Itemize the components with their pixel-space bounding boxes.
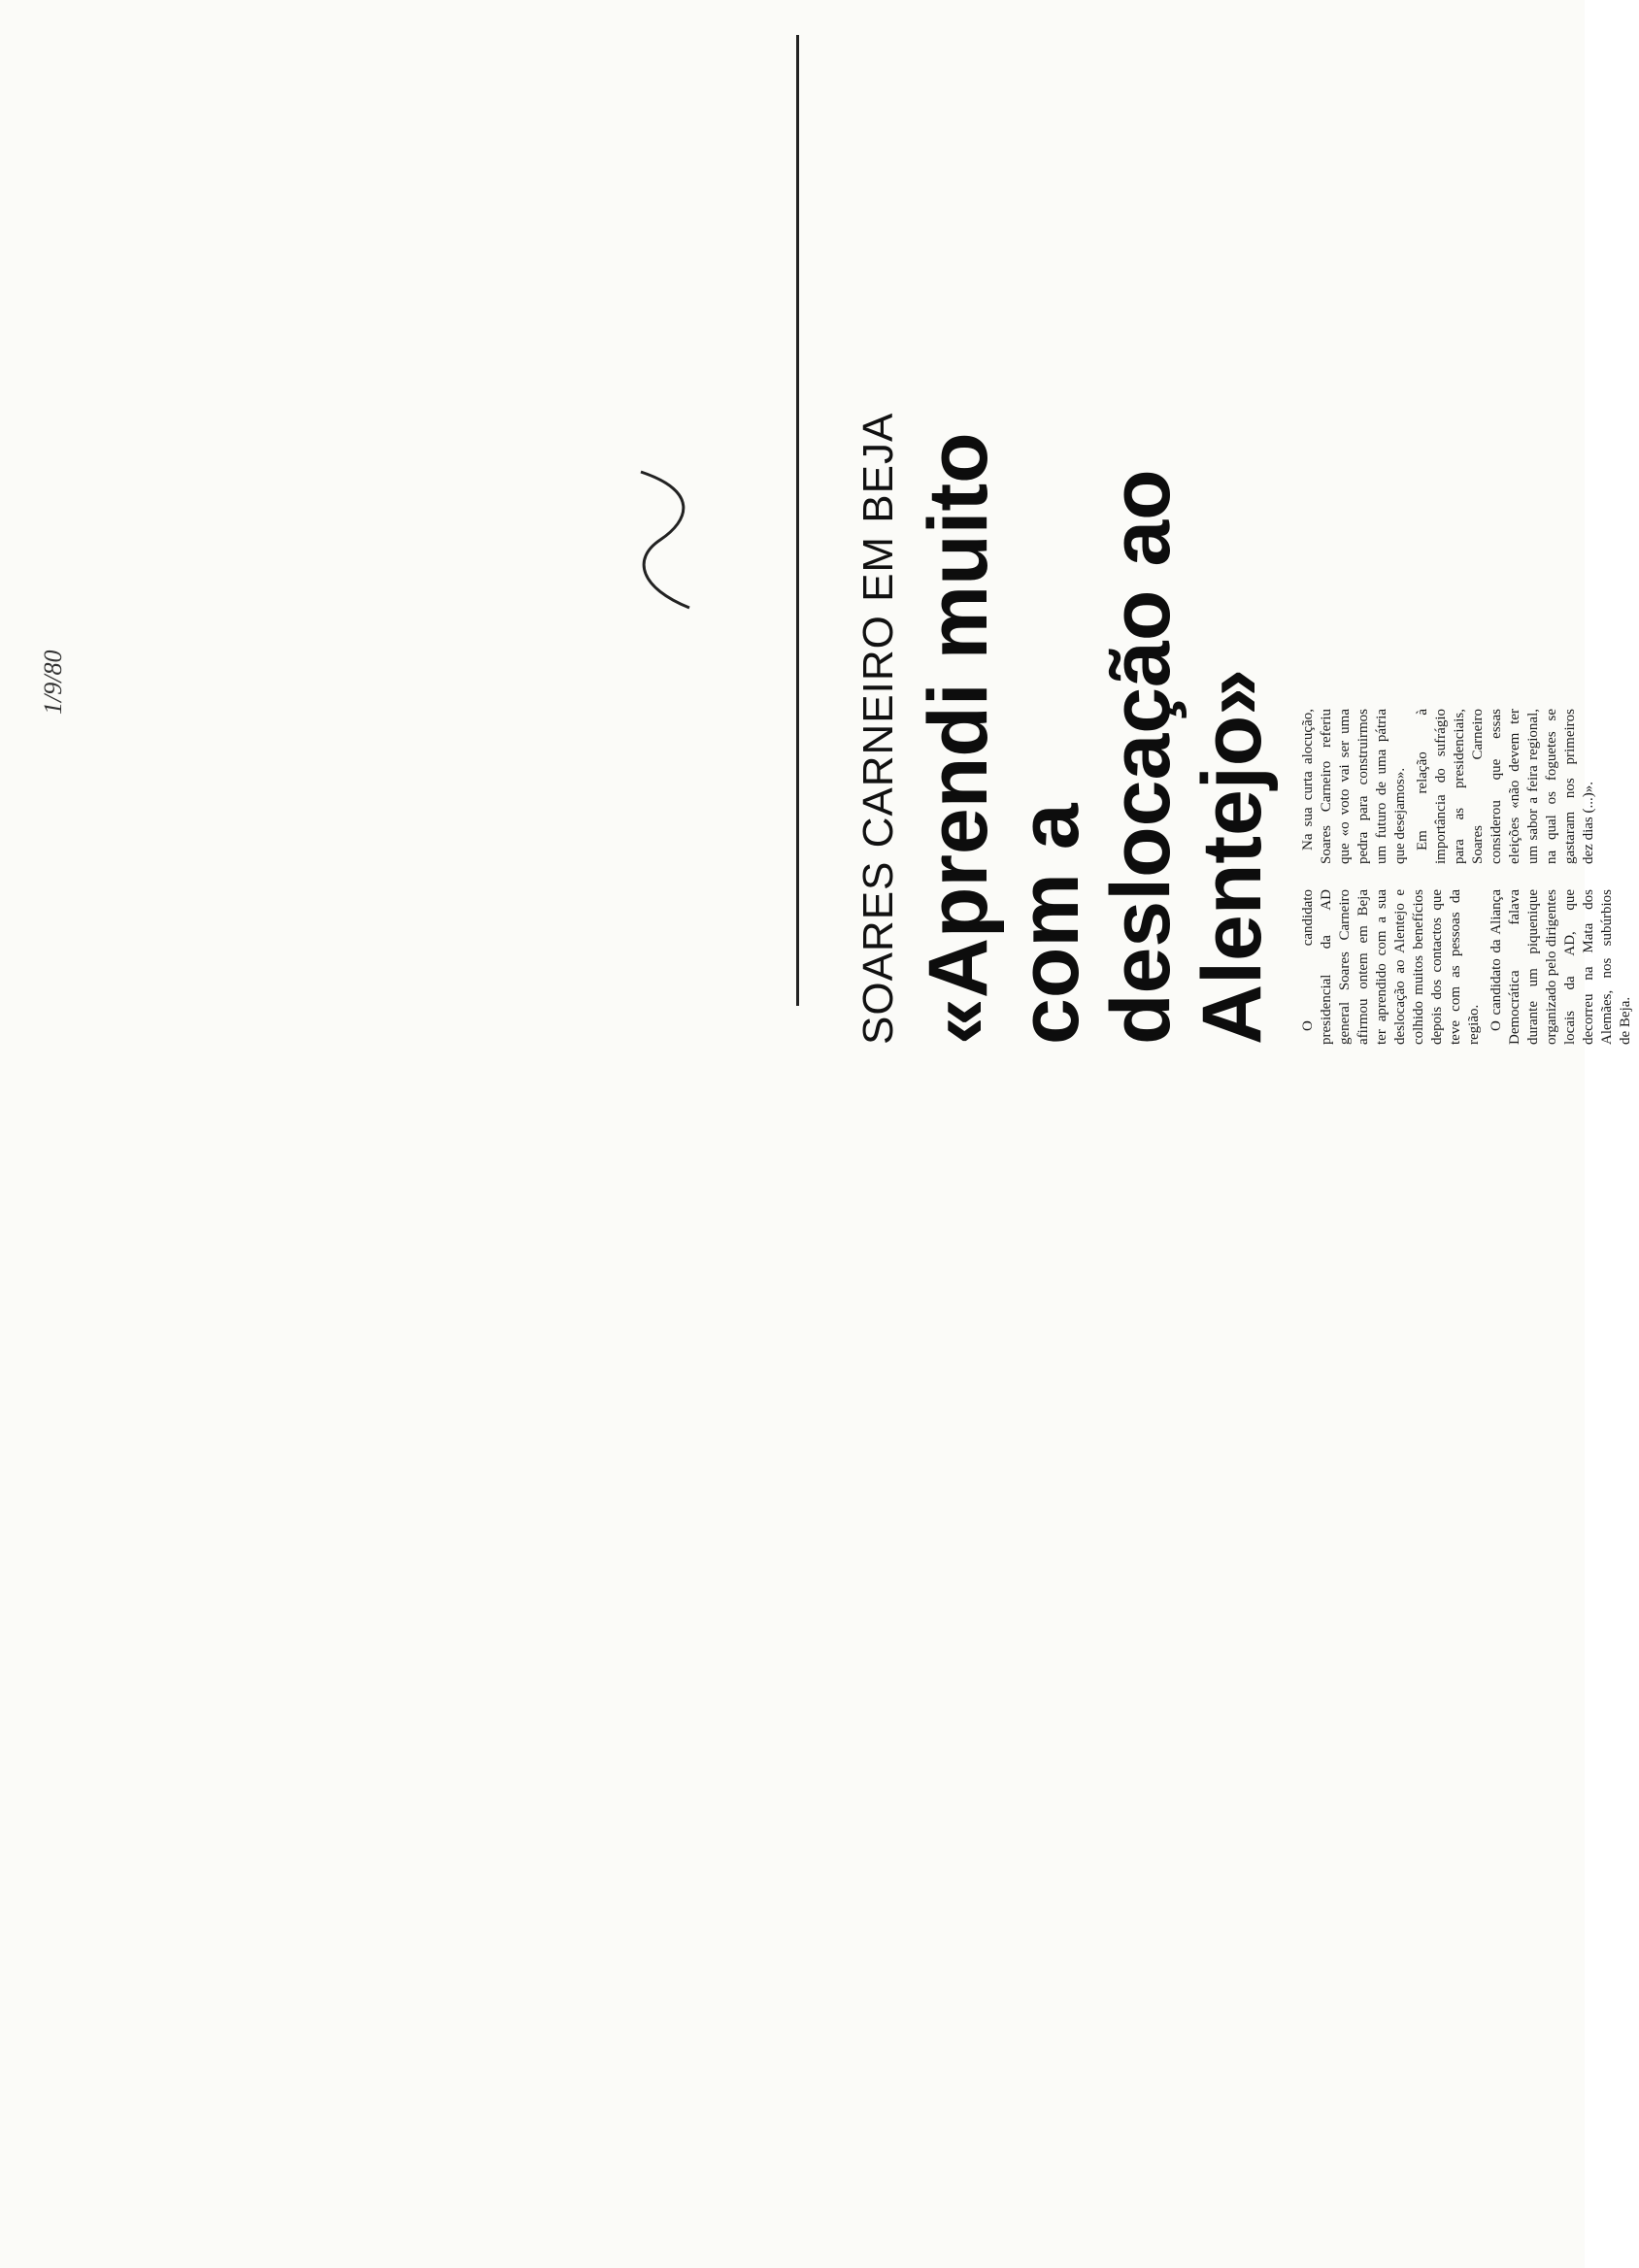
article-headline: «Aprendi muito com a deslocação ao Alentejo» — [912, 432, 1279, 1045]
article-paragraph: O candidato da Aliança Democrática falava durante um piquenique organizado pelo dirigentes locais da AD, que decorreu na Mata dos Alemães, nos subúrbios de Beja. — [1488, 889, 1633, 1045]
article-columns — [1299, 365, 1639, 1045]
handwritten-mark — [621, 462, 709, 617]
article-kicker: SOARES CARNEIRO EM BEJA — [854, 412, 902, 1045]
article-paragraph: Na sua curta alocução, Soares Carneiro referiu que «o voto vai ser uma pedra para construirmos um futuro de uma pátria que desejamos». — [1300, 709, 1408, 864]
article-column — [1299, 889, 1639, 1045]
article-column — [1299, 709, 1639, 864]
beja-article — [854, 365, 1633, 1045]
article-paragraph: Em relação à importância do sufrágio para as presidenciais, Soares Carneiro considerou que essas eleições «não devem ter um sabor a feira regional, na qual os foguetes se gastaram nos primeiros dez dias (...)». — [1415, 709, 1596, 864]
article-paragraph: O candidato presidencial da AD general Soares Carneiro afirmou ontem em Beja ter aprendido com a sua deslocação ao Alentejo e colhido muitos benefícios depois dos contactos que teve com as pessoas da região. — [1300, 889, 1482, 1045]
handwritten-date: 1/9/80 — [39, 650, 67, 715]
article-divider — [796, 35, 799, 1006]
